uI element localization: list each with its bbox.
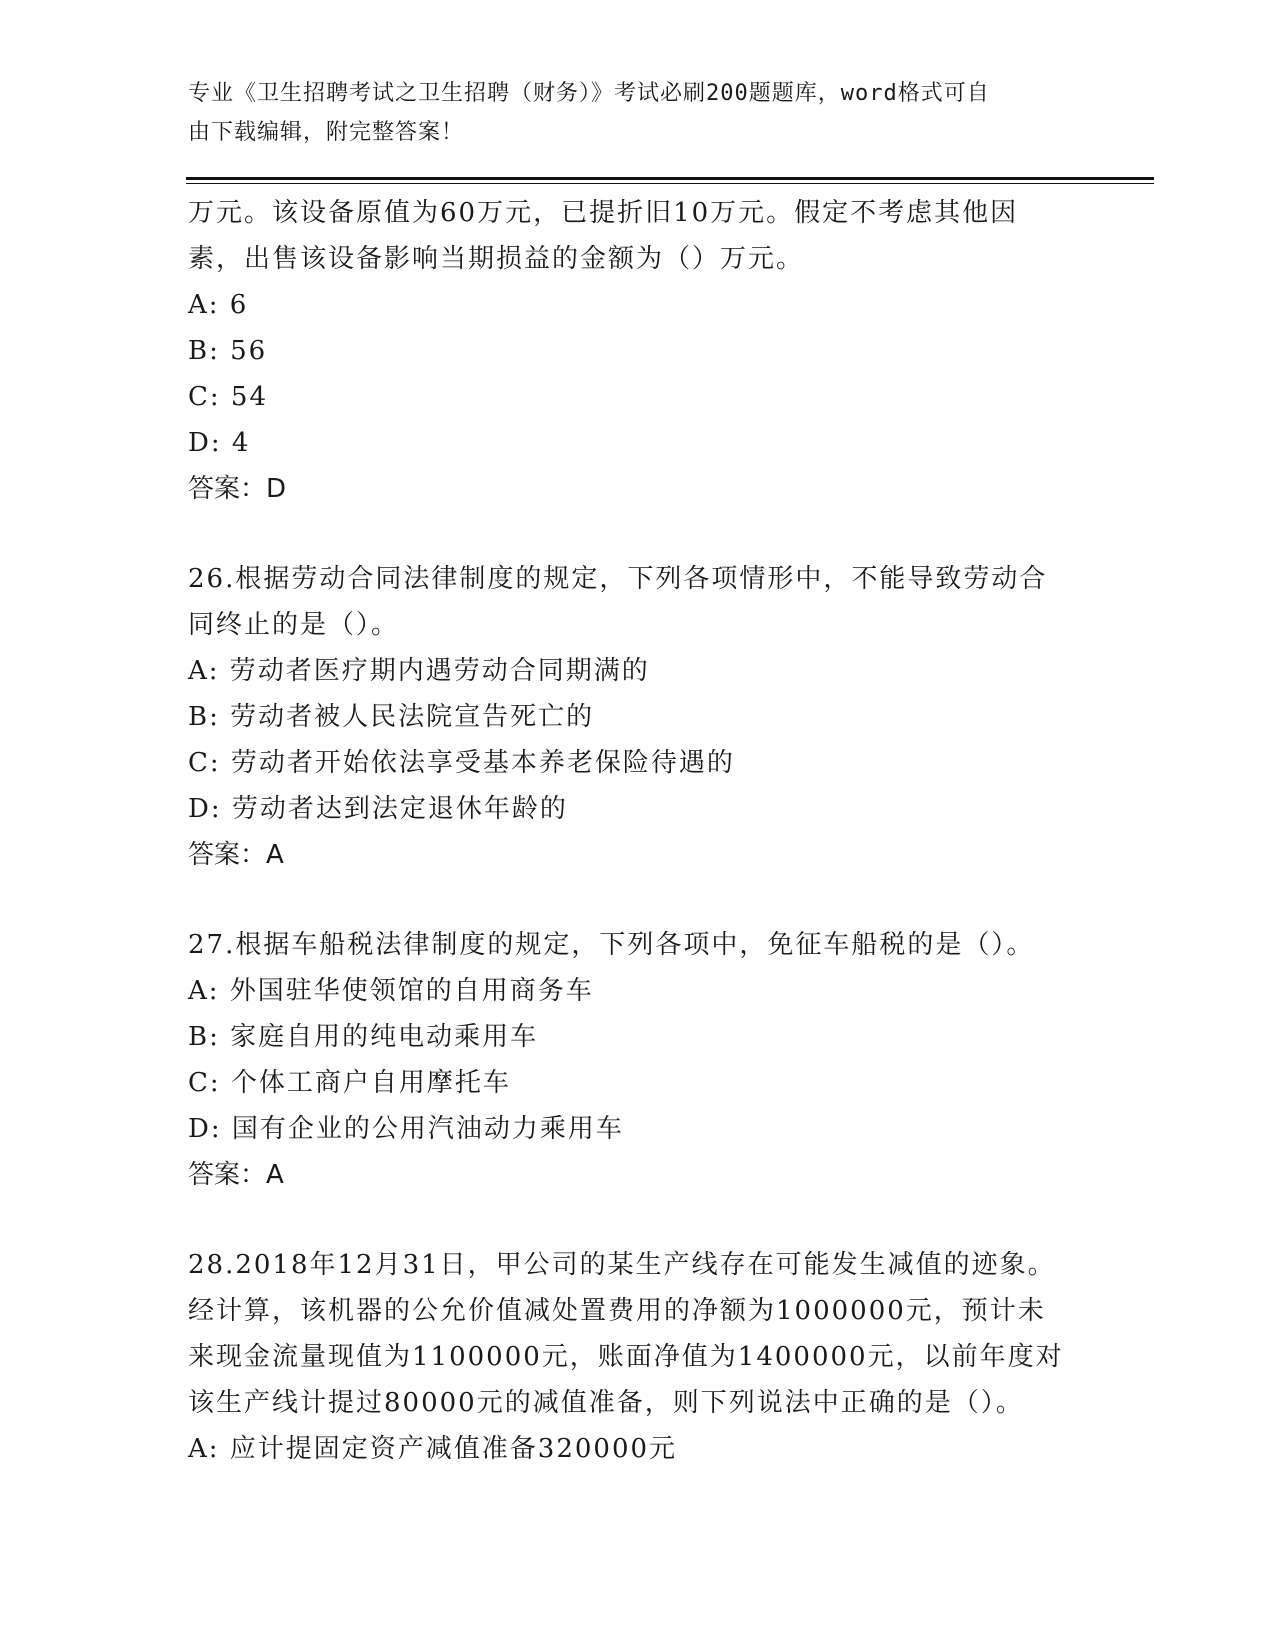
- option-d: D: 国有企业的公用汽油动力乘用车: [188, 1114, 624, 1144]
- question-27: [188, 922, 1088, 1198]
- spacer: [188, 878, 1088, 922]
- question-text-line: 28.2018年12月31日，甲公司的某生产线存在可能发生减值的迹象。: [188, 1250, 1056, 1280]
- header-rule-thick: [186, 177, 1154, 180]
- option-c: C: 个体工商户自用摩托车: [188, 1068, 511, 1098]
- question-text-line: 素，出售该设备影响当期损益的金额为（）万元。: [188, 244, 805, 274]
- question-text-line: 万元。该设备原值为60万元，已提折旧10万元。假定不考虑其他因: [188, 198, 1019, 228]
- header-line-1: 专业《卫生招聘考试之卫生招聘（财务）》考试必刷200题题库，word格式可自: [188, 81, 990, 106]
- option-a: A: 应计提固定资产减值准备320000元: [188, 1434, 678, 1464]
- option-d: D: 劳动者达到法定退休年龄的: [188, 794, 568, 824]
- answer-label: 答案：D: [188, 474, 287, 504]
- question-text-line: 来现金流量现值为1100000元，账面净值为1400000元，以前年度对: [188, 1342, 1064, 1372]
- question-text-line: 该生产线计提过80000元的减值准备，则下列说法中正确的是（）。: [188, 1388, 1024, 1418]
- option-a: A: 劳动者医疗期内遇劳动合同期满的: [188, 656, 650, 686]
- answer-label: 答案：A: [188, 1160, 284, 1190]
- question-text-line: 27.根据车船税法律制度的规定，下列各项中，免征车船税的是（）。: [188, 930, 1035, 960]
- option-c: C: 54: [188, 382, 269, 412]
- spacer: [188, 512, 1088, 556]
- question-text-line: 同终止的是（）。: [188, 610, 400, 640]
- option-b: B: 劳动者被人民法院宣告死亡的: [188, 702, 595, 732]
- document-body: [188, 190, 1088, 1472]
- question-text-line: 经计算，该机器的公允价值减处置费用的净额为1000000元，预计未: [188, 1296, 1046, 1326]
- option-b: B: 56: [188, 336, 268, 366]
- header-rule-thin: [186, 183, 1154, 184]
- spacer: [188, 1198, 1088, 1242]
- question-text-line: 26.根据劳动合同法律制度的规定，下列各项情形中，不能导致劳动合: [188, 564, 1048, 594]
- header-line-2: 由下载编辑，附完整答案！: [188, 120, 465, 145]
- answer-label: 答案：A: [188, 840, 284, 870]
- question-25: [188, 190, 1088, 512]
- option-b: B: 家庭自用的纯电动乘用车: [188, 1022, 539, 1052]
- option-d: D: 4: [188, 428, 251, 458]
- question-26: [188, 556, 1088, 878]
- document-header: [188, 74, 1088, 152]
- option-c: C: 劳动者开始依法享受基本养老保险待遇的: [188, 748, 735, 778]
- option-a: A: 6: [188, 290, 249, 320]
- option-a: A: 外国驻华使领馆的自用商务车: [188, 976, 594, 1006]
- question-28: [188, 1242, 1088, 1472]
